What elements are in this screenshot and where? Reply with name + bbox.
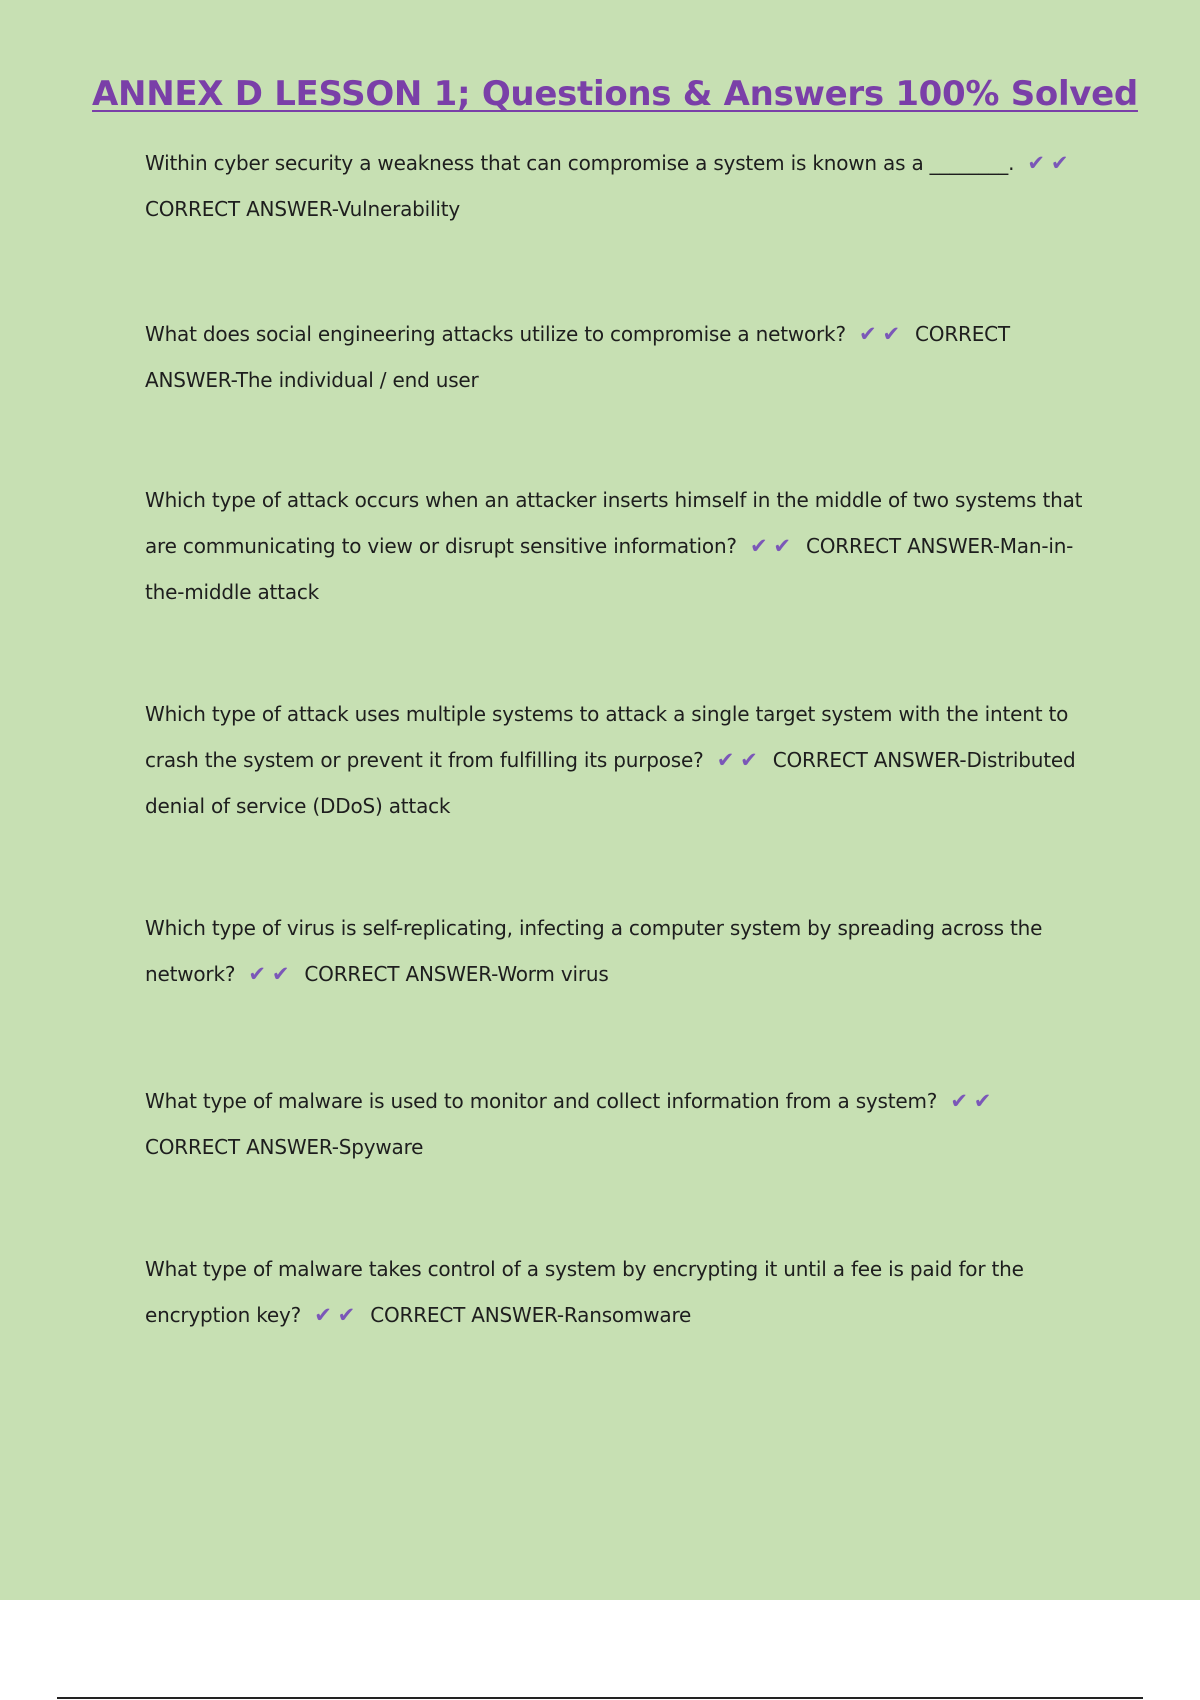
- qa-item: [145, 691, 1085, 829]
- answer-text: CORRECT ANSWER-The individual / end user: [145, 322, 1010, 392]
- qa-item: [145, 905, 1085, 997]
- checkmark-icon: ✔: [337, 1303, 356, 1327]
- qa-item: [145, 1078, 1085, 1170]
- checkmarks: [245, 962, 292, 986]
- qa-item: [145, 477, 1085, 615]
- checkmarks: [947, 1089, 994, 1113]
- checkmark-icon: ✔: [859, 322, 877, 346]
- checkmarks: [714, 748, 761, 772]
- checkmark-icon: ✔: [973, 1089, 992, 1113]
- answer-text: CORRECT ANSWER-Vulnerability: [145, 197, 461, 221]
- question-text: Which type of virus is self-replicating, infecting a computer system by spreading across the network?: [145, 916, 1043, 986]
- footer-divider: [57, 1697, 1143, 1699]
- question-text: What type of malware takes control of a system by encrypting it until a fee is paid for the encryption key?: [145, 1257, 1024, 1327]
- checkmarks: [747, 534, 794, 558]
- checkmark-icon: ✔: [950, 1089, 968, 1113]
- checkmark-icon: ✔: [1027, 151, 1045, 175]
- checkmark-icon: ✔: [882, 322, 900, 346]
- answer-text: CORRECT ANSWER-Distributed denial of service (DDoS) attack: [145, 748, 1076, 818]
- checkmark-icon: ✔: [271, 962, 290, 986]
- document-title: ANNEX D LESSON 1; Questions & Answers 100% Solved: [92, 74, 1138, 114]
- qa-item: [145, 1246, 1085, 1338]
- question-text: What does social engineering attacks utilize to compromise a network?: [145, 322, 846, 346]
- qa-item: [145, 140, 1085, 232]
- question-text: Which type of attack occurs when an attacker inserts himself in the middle of two systems that are communicating to view or disrupt sensitive information?: [145, 488, 1083, 558]
- checkmark-icon: ✔: [314, 1303, 332, 1327]
- question-text: Which type of attack uses multiple systems to attack a single target system with the intent to crash the system or prevent it from fulfilling its purpose?: [145, 702, 1069, 772]
- checkmarks: [856, 322, 903, 346]
- checkmark-icon: ✔: [248, 962, 266, 986]
- checkmarks: [1024, 151, 1071, 175]
- answer-text: CORRECT ANSWER-Ransomware: [370, 1303, 692, 1327]
- checkmark-icon: ✔: [716, 748, 735, 772]
- qa-item: [145, 311, 1085, 403]
- checkmarks: [311, 1303, 358, 1327]
- question-text: Within cyber security a weakness that can compromise a system is known as a ________.: [145, 151, 1015, 175]
- answer-text: CORRECT ANSWER-Worm virus: [304, 962, 609, 986]
- checkmark-icon: ✔: [750, 534, 768, 558]
- answer-text: CORRECT ANSWER-Spyware: [145, 1135, 424, 1159]
- checkmark-icon: ✔: [773, 534, 791, 558]
- answer-text: CORRECT ANSWER-Man-in-the-middle attack: [145, 534, 1074, 604]
- question-text: What type of malware is used to monitor and collect information from a system?: [145, 1089, 938, 1113]
- checkmark-icon: ✔: [1050, 151, 1069, 175]
- checkmark-icon: ✔: [740, 748, 758, 772]
